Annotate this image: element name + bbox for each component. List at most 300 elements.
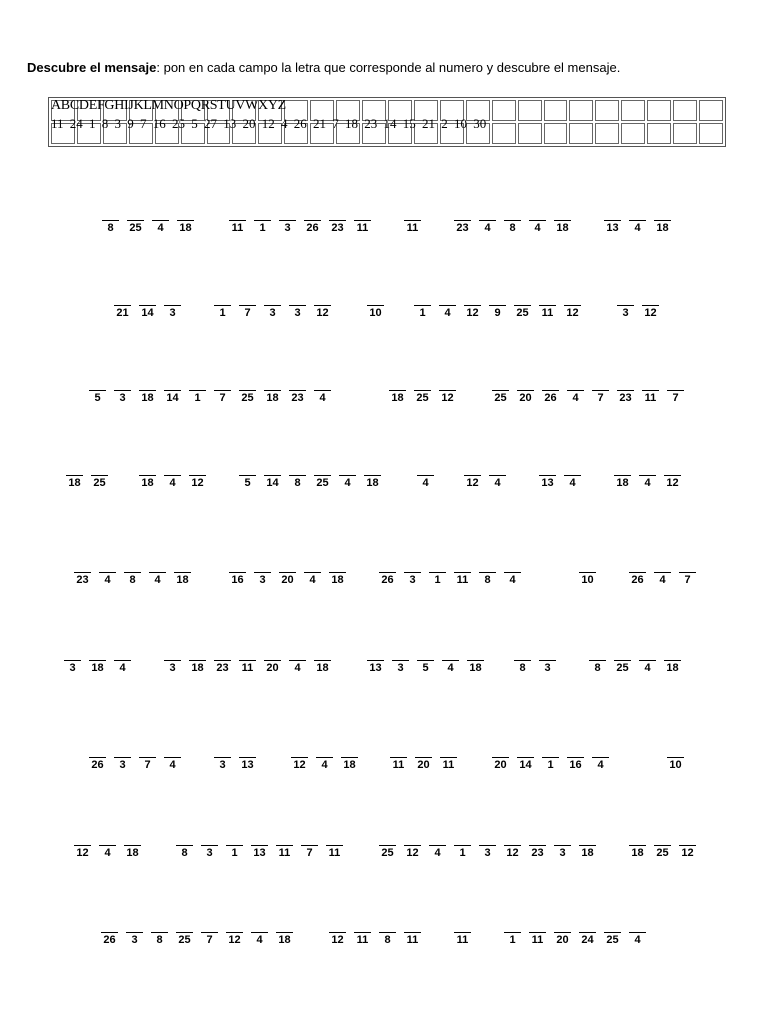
answer-blank[interactable]	[239, 293, 256, 306]
answer-blank[interactable]	[329, 560, 346, 573]
answer-blank[interactable]	[429, 560, 446, 573]
letter-cell[interactable]	[122, 920, 147, 946]
letter-cell[interactable]	[160, 293, 185, 319]
letter-cell[interactable]	[225, 208, 250, 234]
letter-cell[interactable]	[650, 560, 675, 586]
answer-blank[interactable]	[379, 833, 396, 846]
letter-cell[interactable]	[625, 833, 650, 859]
letter-cell[interactable]	[235, 378, 260, 404]
letter-cell[interactable]	[550, 920, 575, 946]
letter-cell[interactable]	[411, 745, 436, 771]
answer-blank[interactable]	[529, 208, 546, 221]
answer-blank[interactable]	[417, 463, 434, 476]
answer-blank[interactable]	[664, 463, 681, 476]
answer-blank[interactable]	[467, 648, 484, 661]
letter-cell[interactable]	[660, 648, 685, 674]
answer-blank[interactable]	[279, 560, 296, 573]
answer-blank[interactable]	[254, 560, 271, 573]
answer-blank[interactable]	[89, 745, 106, 758]
answer-blank[interactable]	[139, 745, 156, 758]
letter-cell[interactable]	[247, 920, 272, 946]
answer-blank[interactable]	[529, 920, 546, 933]
answer-blank[interactable]	[417, 648, 434, 661]
letter-cell[interactable]	[600, 208, 625, 234]
letter-cell[interactable]	[563, 378, 588, 404]
key-grid-cell[interactable]	[492, 100, 516, 121]
letter-cell[interactable]	[638, 378, 663, 404]
answer-blank[interactable]	[289, 378, 306, 391]
letter-cell[interactable]	[260, 293, 285, 319]
answer-blank[interactable]	[389, 378, 406, 391]
answer-blank[interactable]	[629, 208, 646, 221]
answer-blank[interactable]	[229, 560, 246, 573]
answer-blank[interactable]	[379, 560, 396, 573]
answer-blank[interactable]	[316, 745, 333, 758]
answer-blank[interactable]	[504, 560, 521, 573]
key-grid-cell[interactable]	[673, 123, 697, 144]
answer-blank[interactable]	[364, 463, 381, 476]
answer-blank[interactable]	[454, 833, 471, 846]
answer-blank[interactable]	[239, 463, 256, 476]
key-grid-cell[interactable]	[518, 100, 542, 121]
answer-blank[interactable]	[489, 293, 506, 306]
key-grid-cell[interactable]	[569, 100, 593, 121]
answer-blank[interactable]	[264, 648, 281, 661]
letter-cell[interactable]	[460, 463, 485, 489]
letter-cell[interactable]	[413, 648, 438, 674]
letter-cell[interactable]	[400, 833, 425, 859]
letter-cell[interactable]	[260, 648, 285, 674]
letter-cell[interactable]	[285, 378, 310, 404]
letter-cell[interactable]	[510, 648, 535, 674]
answer-blank[interactable]	[289, 293, 306, 306]
answer-blank[interactable]	[617, 378, 634, 391]
letter-cell[interactable]	[85, 745, 110, 771]
letter-cell[interactable]	[85, 648, 110, 674]
answer-blank[interactable]	[639, 648, 656, 661]
answer-blank[interactable]	[404, 208, 421, 221]
letter-cell[interactable]	[235, 745, 260, 771]
answer-blank[interactable]	[114, 745, 131, 758]
letter-cell[interactable]	[250, 208, 275, 234]
letter-cell[interactable]	[222, 920, 247, 946]
answer-blank[interactable]	[440, 745, 457, 758]
letter-cell[interactable]	[400, 208, 425, 234]
answer-blank[interactable]	[226, 833, 243, 846]
letter-cell[interactable]	[285, 648, 310, 674]
letter-cell[interactable]	[110, 745, 135, 771]
answer-blank[interactable]	[542, 378, 559, 391]
letter-cell[interactable]	[337, 745, 362, 771]
answer-blank[interactable]	[276, 920, 293, 933]
answer-blank[interactable]	[492, 745, 509, 758]
answer-blank[interactable]	[679, 833, 696, 846]
letter-cell[interactable]	[500, 208, 525, 234]
answer-blank[interactable]	[139, 463, 156, 476]
letter-cell[interactable]	[312, 745, 337, 771]
answer-blank[interactable]	[304, 560, 321, 573]
answer-blank[interactable]	[66, 463, 83, 476]
letter-cell[interactable]	[488, 378, 513, 404]
answer-blank[interactable]	[226, 920, 243, 933]
letter-cell[interactable]	[123, 208, 148, 234]
answer-blank[interactable]	[264, 378, 281, 391]
answer-blank[interactable]	[114, 378, 131, 391]
answer-blank[interactable]	[176, 833, 193, 846]
letter-cell[interactable]	[410, 378, 435, 404]
answer-blank[interactable]	[454, 560, 471, 573]
answer-blank[interactable]	[264, 293, 281, 306]
answer-blank[interactable]	[564, 293, 581, 306]
answer-blank[interactable]	[654, 560, 671, 573]
answer-blank[interactable]	[101, 920, 118, 933]
answer-blank[interactable]	[439, 378, 456, 391]
answer-blank[interactable]	[164, 293, 181, 306]
letter-cell[interactable]	[488, 745, 513, 771]
answer-blank[interactable]	[339, 463, 356, 476]
letter-cell[interactable]	[260, 378, 285, 404]
answer-blank[interactable]	[617, 293, 634, 306]
letter-cell[interactable]	[613, 293, 638, 319]
letter-cell[interactable]	[638, 293, 663, 319]
letter-cell[interactable]	[185, 378, 210, 404]
answer-blank[interactable]	[139, 293, 156, 306]
letter-cell[interactable]	[535, 463, 560, 489]
answer-blank[interactable]	[592, 745, 609, 758]
answer-blank[interactable]	[567, 378, 584, 391]
letter-cell[interactable]	[145, 560, 170, 586]
answer-blank[interactable]	[539, 648, 556, 661]
answer-blank[interactable]	[404, 833, 421, 846]
letter-cell[interactable]	[375, 920, 400, 946]
letter-cell[interactable]	[160, 378, 185, 404]
answer-blank[interactable]	[89, 378, 106, 391]
letter-cell[interactable]	[625, 208, 650, 234]
answer-blank[interactable]	[279, 208, 296, 221]
answer-blank[interactable]	[629, 560, 646, 573]
letter-cell[interactable]	[450, 208, 475, 234]
letter-cell[interactable]	[375, 833, 400, 859]
answer-blank[interactable]	[152, 208, 169, 221]
answer-blank[interactable]	[579, 833, 596, 846]
letter-cell[interactable]	[413, 463, 438, 489]
letter-cell[interactable]	[585, 648, 610, 674]
letter-cell[interactable]	[310, 463, 335, 489]
letter-cell[interactable]	[385, 378, 410, 404]
answer-blank[interactable]	[164, 378, 181, 391]
letter-cell[interactable]	[325, 208, 350, 234]
key-grid-cell[interactable]	[647, 123, 671, 144]
letter-cell[interactable]	[325, 560, 350, 586]
letter-cell[interactable]	[613, 378, 638, 404]
answer-blank[interactable]	[239, 648, 256, 661]
answer-blank[interactable]	[664, 648, 681, 661]
letter-cell[interactable]	[425, 560, 450, 586]
key-grid-cell[interactable]	[595, 123, 619, 144]
letter-cell[interactable]	[285, 293, 310, 319]
letter-cell[interactable]	[197, 833, 222, 859]
letter-cell[interactable]	[400, 560, 425, 586]
answer-blank[interactable]	[542, 745, 559, 758]
answer-blank[interactable]	[564, 463, 581, 476]
letter-cell[interactable]	[172, 833, 197, 859]
answer-blank[interactable]	[479, 208, 496, 221]
letter-cell[interactable]	[250, 560, 275, 586]
letter-cell[interactable]	[210, 648, 235, 674]
key-grid-cell[interactable]	[673, 100, 697, 121]
answer-blank[interactable]	[439, 293, 456, 306]
answer-blank[interactable]	[464, 293, 481, 306]
letter-cell[interactable]	[525, 920, 550, 946]
answer-blank[interactable]	[679, 560, 696, 573]
letter-cell[interactable]	[172, 920, 197, 946]
letter-cell[interactable]	[525, 833, 550, 859]
letter-cell[interactable]	[350, 920, 375, 946]
letter-cell[interactable]	[610, 463, 635, 489]
answer-blank[interactable]	[329, 920, 346, 933]
letter-cell[interactable]	[235, 648, 260, 674]
answer-blank[interactable]	[314, 378, 331, 391]
letter-cell[interactable]	[375, 560, 400, 586]
answer-blank[interactable]	[91, 463, 108, 476]
answer-blank[interactable]	[414, 293, 431, 306]
answer-blank[interactable]	[239, 378, 256, 391]
letter-cell[interactable]	[438, 648, 463, 674]
answer-blank[interactable]	[464, 463, 481, 476]
answer-blank[interactable]	[201, 920, 218, 933]
answer-blank[interactable]	[604, 208, 621, 221]
letter-cell[interactable]	[485, 293, 510, 319]
answer-blank[interactable]	[579, 920, 596, 933]
answer-blank[interactable]	[164, 745, 181, 758]
answer-blank[interactable]	[276, 833, 293, 846]
answer-blank[interactable]	[429, 833, 446, 846]
letter-cell[interactable]	[185, 463, 210, 489]
letter-cell[interactable]	[110, 378, 135, 404]
answer-blank[interactable]	[314, 463, 331, 476]
letter-cell[interactable]	[663, 378, 688, 404]
letter-cell[interactable]	[310, 293, 335, 319]
letter-cell[interactable]	[70, 560, 95, 586]
answer-blank[interactable]	[654, 208, 671, 221]
answer-blank[interactable]	[504, 833, 521, 846]
answer-blank[interactable]	[201, 833, 218, 846]
letter-cell[interactable]	[388, 648, 413, 674]
letter-cell[interactable]	[513, 378, 538, 404]
letter-cell[interactable]	[275, 560, 300, 586]
letter-cell[interactable]	[95, 833, 120, 859]
answer-blank[interactable]	[539, 293, 556, 306]
letter-cell[interactable]	[475, 208, 500, 234]
letter-cell[interactable]	[525, 208, 550, 234]
answer-blank[interactable]	[254, 208, 271, 221]
letter-cell[interactable]	[635, 463, 660, 489]
answer-blank[interactable]	[214, 745, 231, 758]
answer-blank[interactable]	[479, 560, 496, 573]
letter-cell[interactable]	[173, 208, 198, 234]
answer-blank[interactable]	[554, 208, 571, 221]
answer-blank[interactable]	[329, 208, 346, 221]
letter-cell[interactable]	[410, 293, 435, 319]
answer-blank[interactable]	[314, 293, 331, 306]
answer-blank[interactable]	[174, 560, 191, 573]
letter-cell[interactable]	[575, 920, 600, 946]
key-grid-cell[interactable]	[621, 123, 645, 144]
letter-cell[interactable]	[600, 920, 625, 946]
answer-blank[interactable]	[639, 463, 656, 476]
answer-blank[interactable]	[667, 745, 684, 758]
letter-cell[interactable]	[663, 745, 688, 771]
answer-blank[interactable]	[579, 560, 596, 573]
answer-blank[interactable]	[301, 833, 318, 846]
answer-blank[interactable]	[239, 745, 256, 758]
letter-cell[interactable]	[147, 920, 172, 946]
letter-cell[interactable]	[435, 378, 460, 404]
letter-cell[interactable]	[460, 293, 485, 319]
answer-blank[interactable]	[74, 833, 91, 846]
key-grid-cell[interactable]	[595, 100, 619, 121]
answer-blank[interactable]	[504, 208, 521, 221]
letter-cell[interactable]	[650, 833, 675, 859]
answer-blank[interactable]	[177, 208, 194, 221]
answer-blank[interactable]	[214, 378, 231, 391]
letter-cell[interactable]	[475, 833, 500, 859]
letter-cell[interactable]	[135, 378, 160, 404]
letter-cell[interactable]	[610, 648, 635, 674]
letter-cell[interactable]	[148, 208, 173, 234]
answer-blank[interactable]	[367, 648, 384, 661]
answer-blank[interactable]	[514, 648, 531, 661]
answer-blank[interactable]	[189, 648, 206, 661]
answer-blank[interactable]	[149, 560, 166, 573]
letter-cell[interactable]	[235, 463, 260, 489]
answer-blank[interactable]	[614, 463, 631, 476]
answer-blank[interactable]	[367, 293, 384, 306]
letter-cell[interactable]	[235, 293, 260, 319]
answer-blank[interactable]	[124, 560, 141, 573]
letter-cell[interactable]	[272, 833, 297, 859]
letter-cell[interactable]	[60, 648, 85, 674]
answer-blank[interactable]	[74, 560, 91, 573]
answer-blank[interactable]	[304, 208, 321, 221]
letter-cell[interactable]	[435, 293, 460, 319]
letter-cell[interactable]	[310, 378, 335, 404]
answer-blank[interactable]	[492, 378, 509, 391]
answer-blank[interactable]	[517, 745, 534, 758]
answer-blank[interactable]	[454, 208, 471, 221]
letter-cell[interactable]	[210, 745, 235, 771]
answer-blank[interactable]	[314, 648, 331, 661]
letter-cell[interactable]	[635, 648, 660, 674]
letter-cell[interactable]	[485, 463, 510, 489]
answer-blank[interactable]	[392, 648, 409, 661]
letter-cell[interactable]	[650, 208, 675, 234]
letter-cell[interactable]	[360, 463, 385, 489]
answer-blank[interactable]	[102, 208, 119, 221]
answer-blank[interactable]	[667, 378, 684, 391]
letter-cell[interactable]	[85, 378, 110, 404]
letter-cell[interactable]	[98, 208, 123, 234]
answer-blank[interactable]	[554, 920, 571, 933]
answer-blank[interactable]	[189, 463, 206, 476]
answer-blank[interactable]	[114, 293, 131, 306]
answer-blank[interactable]	[354, 920, 371, 933]
answer-blank[interactable]	[614, 648, 631, 661]
answer-blank[interactable]	[415, 745, 432, 758]
letter-cell[interactable]	[322, 833, 347, 859]
letter-cell[interactable]	[450, 560, 475, 586]
letter-cell[interactable]	[588, 378, 613, 404]
letter-cell[interactable]	[97, 920, 122, 946]
key-grid-cell[interactable]	[518, 123, 542, 144]
answer-blank[interactable]	[139, 378, 156, 391]
answer-blank[interactable]	[251, 920, 268, 933]
key-grid-cell[interactable]	[699, 123, 723, 144]
answer-blank[interactable]	[414, 378, 431, 391]
answer-blank[interactable]	[89, 648, 106, 661]
letter-cell[interactable]	[550, 833, 575, 859]
letter-cell[interactable]	[363, 648, 388, 674]
answer-blank[interactable]	[291, 745, 308, 758]
letter-cell[interactable]	[550, 208, 575, 234]
answer-blank[interactable]	[517, 378, 534, 391]
letter-cell[interactable]	[475, 560, 500, 586]
letter-cell[interactable]	[350, 208, 375, 234]
letter-cell[interactable]	[625, 560, 650, 586]
answer-blank[interactable]	[354, 208, 371, 221]
answer-blank[interactable]	[99, 833, 116, 846]
answer-blank[interactable]	[554, 833, 571, 846]
answer-blank[interactable]	[164, 463, 181, 476]
answer-blank[interactable]	[642, 378, 659, 391]
answer-blank[interactable]	[529, 833, 546, 846]
letter-cell[interactable]	[660, 463, 685, 489]
letter-cell[interactable]	[170, 560, 195, 586]
letter-cell[interactable]	[588, 745, 613, 771]
answer-blank[interactable]	[489, 463, 506, 476]
answer-blank[interactable]	[390, 745, 407, 758]
answer-blank[interactable]	[127, 208, 144, 221]
answer-blank[interactable]	[189, 378, 206, 391]
letter-cell[interactable]	[210, 293, 235, 319]
letter-cell[interactable]	[560, 293, 585, 319]
letter-cell[interactable]	[335, 463, 360, 489]
letter-cell[interactable]	[120, 560, 145, 586]
key-grid-cell[interactable]	[569, 123, 593, 144]
answer-blank[interactable]	[589, 648, 606, 661]
answer-blank[interactable]	[229, 208, 246, 221]
answer-blank[interactable]	[514, 293, 531, 306]
answer-blank[interactable]	[164, 648, 181, 661]
letter-cell[interactable]	[285, 463, 310, 489]
answer-blank[interactable]	[214, 293, 231, 306]
letter-cell[interactable]	[247, 833, 272, 859]
letter-cell[interactable]	[210, 378, 235, 404]
letter-cell[interactable]	[450, 920, 475, 946]
letter-cell[interactable]	[386, 745, 411, 771]
answer-blank[interactable]	[642, 293, 659, 306]
letter-cell[interactable]	[310, 648, 335, 674]
letter-cell[interactable]	[160, 745, 185, 771]
letter-cell[interactable]	[275, 208, 300, 234]
letter-cell[interactable]	[675, 560, 700, 586]
answer-blank[interactable]	[99, 560, 116, 573]
letter-cell[interactable]	[325, 920, 350, 946]
letter-cell[interactable]	[62, 463, 87, 489]
answer-blank[interactable]	[124, 833, 141, 846]
letter-cell[interactable]	[400, 920, 425, 946]
letter-cell[interactable]	[135, 293, 160, 319]
